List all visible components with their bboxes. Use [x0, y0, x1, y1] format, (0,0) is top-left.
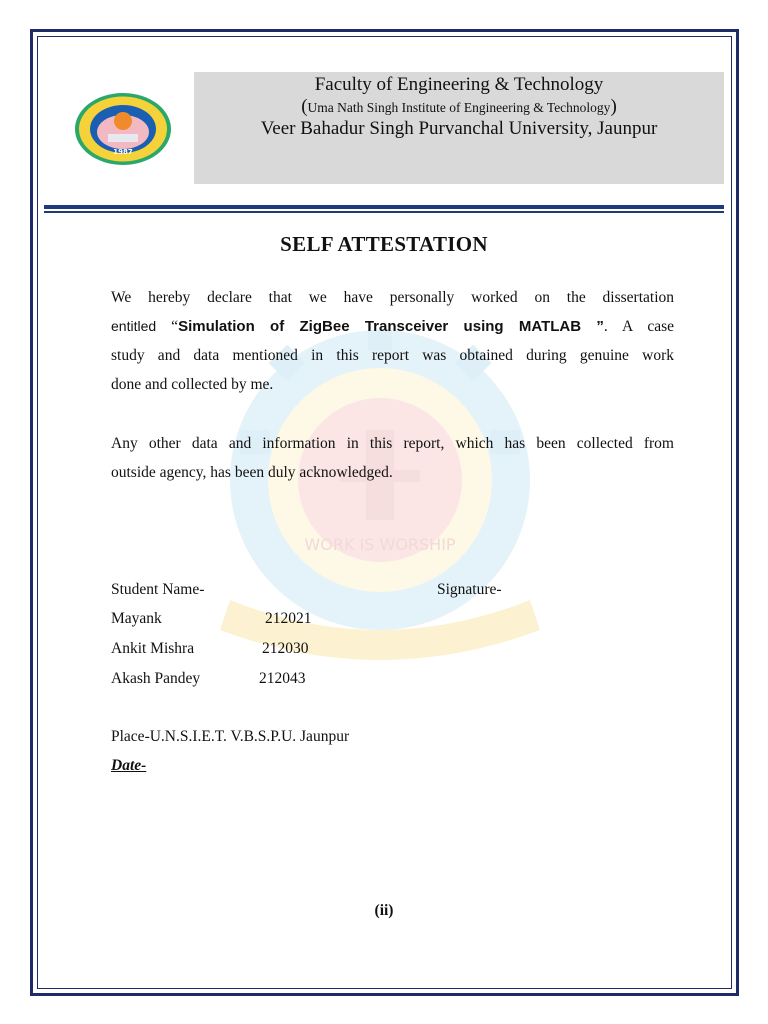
student-roll: 212030 — [262, 640, 309, 657]
date-label: Date- — [111, 757, 147, 774]
student-roll: 212021 — [265, 610, 312, 627]
logo-year: 1987 — [113, 148, 133, 156]
para2-line2: outside agency, has been duly acknowledged. — [111, 464, 393, 481]
project-title: Simulation of ZigBee Transceiver using MATLAB ” — [178, 318, 604, 335]
student-name: Mayank — [111, 610, 162, 627]
university-name: Veer Bahadur Singh Purvanchal University, Jaunpur — [260, 118, 658, 139]
header-rule-thin — [44, 211, 724, 213]
document-title: SELF ATTESTATION — [280, 232, 488, 256]
para1-line4: done and collected by me. — [111, 376, 274, 393]
declaration-paragraph — [111, 283, 674, 399]
student-name-label: Student Name- — [111, 581, 205, 598]
para1-line1: We hereby declare that we have personally worked on the dissertation — [111, 289, 674, 306]
para2-line1: Any other data and information in this report, which has been collected from — [111, 435, 674, 452]
institute-name: (Uma Nath Singh Institute of Engineering & Technology) — [301, 96, 617, 117]
student-name: Ankit Mishra — [111, 640, 195, 657]
signature-label: Signature- — [437, 581, 502, 598]
para1-line3: study and data mentioned in this report was obtained during genuine work — [111, 347, 674, 364]
header-banner — [194, 72, 724, 184]
acknowledgement-paragraph — [111, 429, 674, 487]
student-name: Akash Pandey — [111, 670, 201, 687]
para1-line2: entitled “Simulation of ZigBee Transceiver using MATLAB ”. A case — [111, 318, 674, 335]
header-rule — [44, 205, 724, 209]
faculty-name: Faculty of Engineering & Technology — [314, 74, 604, 95]
place-line: Place-U.N.S.I.E.T. V.B.S.P.U. Jaunpur — [111, 728, 350, 745]
page-number: (ii) — [374, 902, 394, 919]
student-roll: 212043 — [259, 670, 306, 687]
university-seal-icon — [74, 92, 172, 166]
watermark-motto: WORK IS WORSHIP — [304, 535, 456, 554]
